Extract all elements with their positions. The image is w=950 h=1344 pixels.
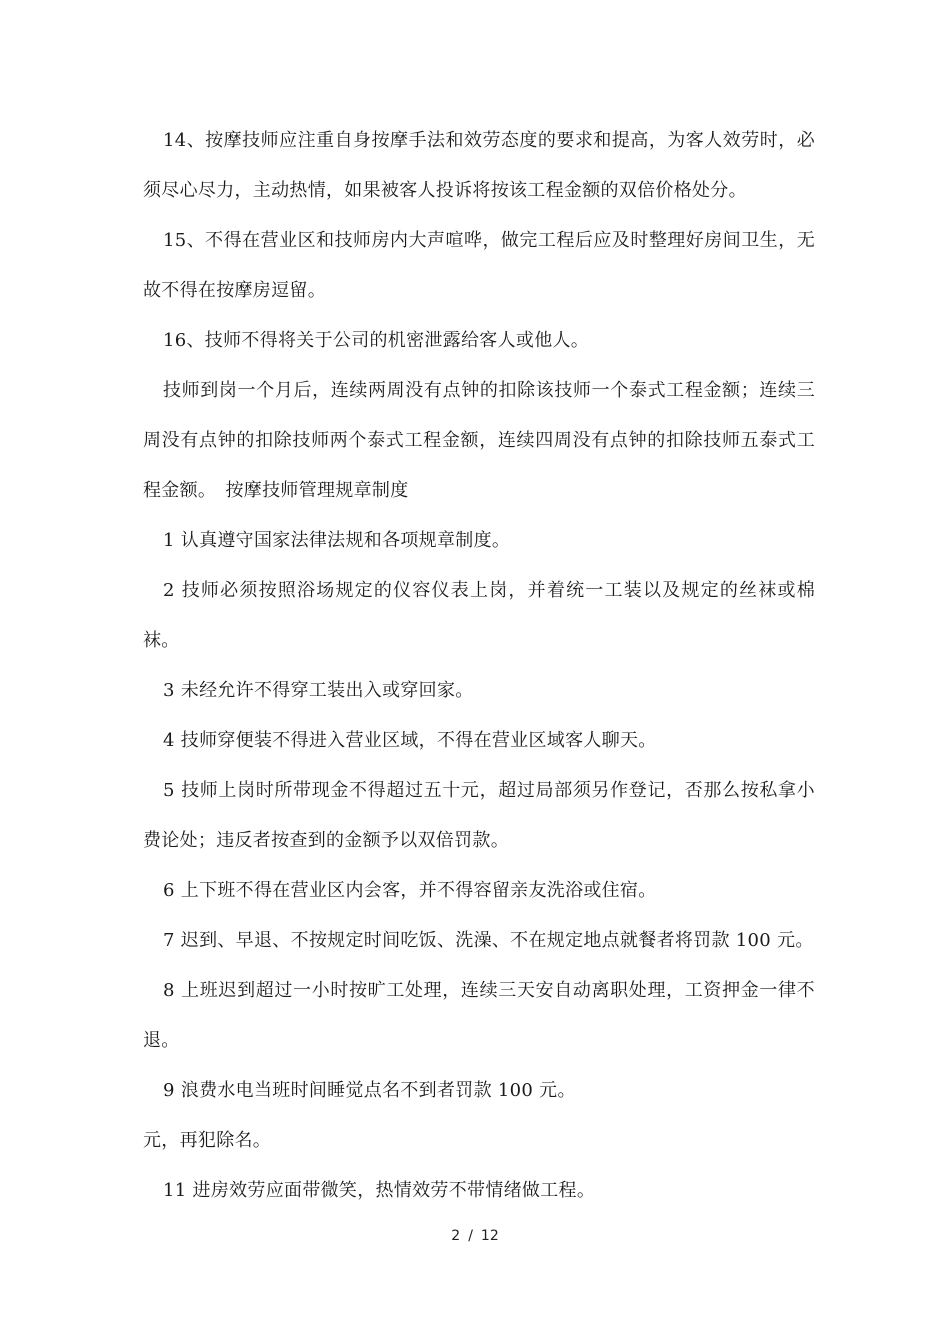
page-number-footer (0, 1228, 950, 1244)
paragraph: 6 上下班不得在营业区内会客，并不得容留亲友洗浴或住宿。 (163, 880, 657, 901)
paragraph: 元，再犯除名。 (143, 1130, 272, 1151)
paragraph: 1 认真遵守国家法律法规和各项规章制度。 (163, 530, 511, 551)
paragraph: 技师到岗一个月后，连续两周没有点钟的扣除该技师一个泰式工程金额；连续三周没有点钟的扣除技师两个泰式工程金额，连续四周没有点钟的扣除技师五泰式工程金额。 按摩技师管理规章制度 (143, 380, 815, 501)
total-page-count: 12 (480, 1228, 499, 1244)
paragraph: 3 未经允许不得穿工装出入或穿回家。 (163, 680, 474, 701)
paragraph: 8 上班迟到超过一小时按旷工处理，连续三天安自动离职处理，工资押金一律不退。 (143, 980, 815, 1051)
paragraph: 9 浪费水电当班时间睡觉点名不到者罚款 100 元。 (163, 1080, 576, 1101)
paragraph: 14、按摩技师应注重自身按摩手法和效劳态度的要求和提高，为客人效劳时，必须尽心尽力，主动热情，如果被客人投诉将按该工程金额的双倍价格处分。 (143, 130, 815, 201)
paragraph: 16、技师不得将关于公司的机密泄露给客人或他人。 (163, 330, 590, 351)
paragraph: 5 技师上岗时所带现金不得超过五十元，超过局部须另作登记，否那么按私拿小费论处；违反者按查到的金额予以双倍罚款。 (143, 780, 815, 851)
paragraph: 4 技师穿便装不得进入营业区域，不得在营业区域客人聊天。 (163, 730, 657, 751)
paragraph: 2 技师必须按照浴场规定的仪容仪表上岗，并着统一工装以及规定的丝袜或棉袜。 (143, 580, 815, 651)
paragraph: 7 迟到、早退、不按规定时间吃饭、洗澡、不在规定地点就餐者将罚款 100 元。 (163, 930, 814, 951)
paragraph: 15、不得在营业区和技师房内大声喧哗，做完工程后应及时整理好房间卫生，无故不得在按摩房逗留。 (143, 230, 815, 301)
paragraph: 11 进房效劳应面带微笑，热情效劳不带情绪做工程。 (163, 1180, 596, 1201)
document-body (143, 116, 815, 1216)
page-separator: / (468, 1228, 473, 1244)
current-page-number: 2 (451, 1228, 461, 1244)
